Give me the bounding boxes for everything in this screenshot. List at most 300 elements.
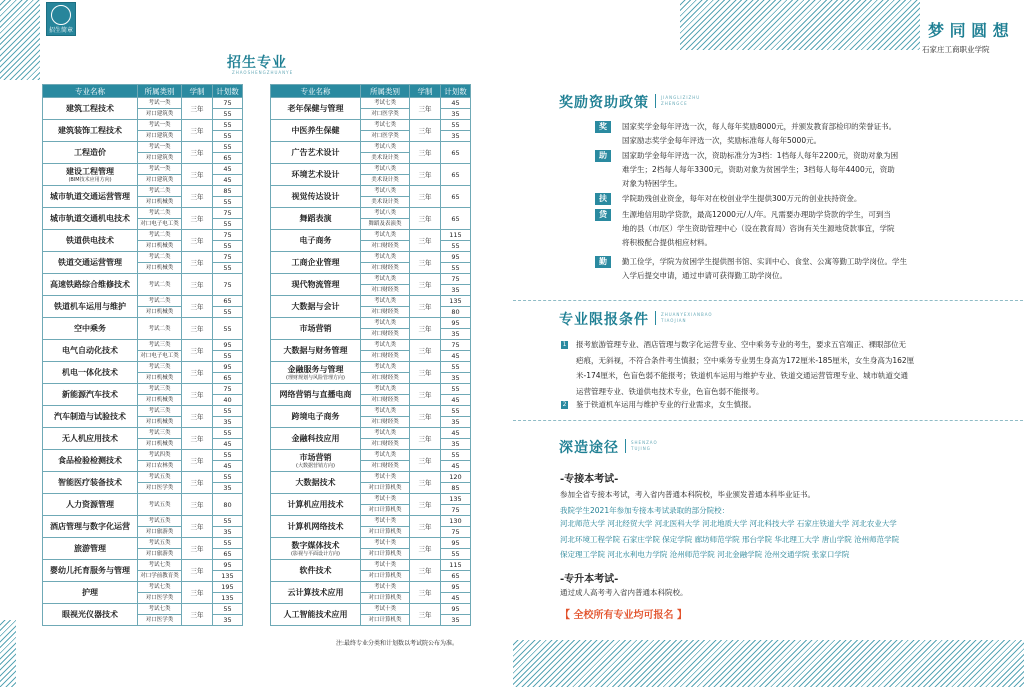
major-category: 考试七类 [138, 560, 182, 571]
major-plan: 95 [441, 604, 471, 615]
major-system: 三年 [182, 428, 213, 450]
major-category: 考试二类 [138, 252, 182, 263]
major-system: 三年 [410, 142, 441, 164]
table-row [43, 494, 243, 516]
major-category: 对口计算机类 [361, 571, 410, 582]
major-plan: 55 [441, 406, 471, 417]
major-plan: 55 [213, 197, 243, 208]
major-name: 建筑装饰工程技术 [43, 120, 138, 142]
major-plan: 75 [441, 505, 471, 516]
major-plan: 75 [213, 230, 243, 241]
major-category: 对口财经类 [361, 307, 410, 318]
major-category: 考试一类 [138, 98, 182, 109]
major-category: 对口财经类 [361, 373, 410, 384]
table-row [271, 318, 471, 329]
major-plan: 35 [213, 417, 243, 428]
table-row [271, 186, 471, 197]
major-system: 三年 [410, 494, 441, 516]
major-plan: 35 [441, 615, 471, 626]
major-note: (影视与平面设计方向) [291, 551, 340, 557]
major-name: 金融科技应用 [271, 428, 361, 450]
table-row [43, 340, 243, 351]
major-plan: 195 [213, 582, 243, 593]
text-admitted-schools-intro: 我院学生2021年参加专接本考试录取的部分院校： [560, 506, 730, 515]
major-name: 建设工程管理 (BIM技术应用方向) [43, 164, 138, 186]
text-line: 地的县（市/区）学生资助管理中心（设在教育局）咨询有关生源地贷款事宜，学院 [622, 224, 895, 233]
reward-badge-1: 奖 [595, 121, 611, 133]
major-plan: 45 [441, 593, 471, 604]
major-category: 考试三类 [138, 362, 182, 373]
text-zhuanjieben: 参加全省专接本考试，考入省内普通本科院校，毕业颁发普通本科毕业证书。 [560, 490, 815, 499]
major-plan: 55 [213, 241, 243, 252]
major-name: 眼视光仪器技术 [43, 604, 138, 626]
page-subtitle-majors: ZHAOSHENGZHUANYE [232, 70, 294, 75]
major-plan: 55 [441, 263, 471, 274]
major-category: 对口财经类 [361, 395, 410, 406]
major-system: 三年 [410, 296, 441, 318]
major-name: 汽车制造与试验技术 [43, 406, 138, 428]
major-plan: 45 [441, 461, 471, 472]
limit-number: 2 [562, 401, 567, 408]
major-category: 考试二类 [138, 208, 182, 219]
major-system: 三年 [410, 98, 441, 120]
major-plan: 55 [213, 428, 243, 439]
major-plan: 55 [213, 318, 243, 340]
table-row [43, 560, 243, 571]
major-category: 考试十类 [361, 538, 410, 549]
major-system: 三年 [182, 208, 213, 230]
major-plan: 65 [441, 164, 471, 186]
column-header: 学制 [182, 85, 213, 98]
major-system: 三年 [182, 230, 213, 252]
major-category: 考试九类 [361, 428, 410, 439]
decor-stripes-top-left [0, 0, 40, 80]
major-system: 三年 [182, 274, 213, 296]
major-plan: 75 [213, 208, 243, 219]
major-name: 人力资源管理 [43, 494, 138, 516]
major-category: 美术设计类 [361, 175, 410, 186]
major-system: 三年 [410, 362, 441, 384]
table-row [271, 164, 471, 175]
major-system: 三年 [410, 318, 441, 340]
major-category: 对口建筑类 [138, 131, 182, 142]
major-name: 无人机应用技术 [43, 428, 138, 450]
major-category: 考试三类 [138, 428, 182, 439]
divider [513, 300, 1023, 301]
major-category: 考试二类 [138, 274, 182, 296]
major-name: 数字媒体技术 (影视与平面设计方向) [271, 538, 361, 560]
major-category: 考试五类 [138, 516, 182, 527]
major-category: 对口医学类 [361, 131, 410, 142]
major-plan: 35 [213, 527, 243, 538]
major-name: 铁道供电技术 [43, 230, 138, 252]
text-line: 难学生；2档每人每年3300元，资助对象为贫困学生；3档每人每年4400元，资助 [622, 165, 895, 174]
major-category: 考试二类 [138, 296, 182, 307]
text-line: 入学后提交申请，通过申请可获得勤工助学岗位。 [622, 271, 787, 280]
major-system: 三年 [182, 186, 213, 208]
major-plan: 135 [441, 296, 471, 307]
text-line: 对象为特困学生。 [622, 179, 682, 188]
major-plan: 45 [441, 351, 471, 362]
major-plan: 35 [441, 439, 471, 450]
section-subtitle-rewards: JIANGLIZIZHU ZHENGCE [661, 95, 701, 106]
major-plan: 80 [441, 307, 471, 318]
major-category: 对口机械类 [138, 307, 182, 318]
major-plan: 75 [213, 98, 243, 109]
text-line: 国家奖学金每年评选一次，每人每年奖励8000元，并颁发教育部检印的荣誉证书。 [622, 122, 897, 131]
major-plan: 55 [441, 362, 471, 373]
section-title-divider [625, 439, 626, 453]
major-system: 三年 [182, 494, 213, 516]
column-header: 专业名称 [43, 85, 138, 98]
table-footnote: 注:最终专业分类和计划数以考试院公布为准。 [336, 640, 459, 647]
major-plan: 55 [213, 406, 243, 417]
major-plan: 45 [213, 164, 243, 175]
major-category: 对口机械类 [138, 439, 182, 450]
limit-text [576, 337, 964, 399]
major-note: (理财规划与风险管理方向) [286, 375, 345, 381]
major-system: 三年 [410, 186, 441, 208]
major-plan: 55 [441, 120, 471, 131]
table-row [271, 494, 471, 505]
table-row [271, 208, 471, 219]
major-plan: 55 [441, 450, 471, 461]
major-name: 跨境电子商务 [271, 406, 361, 428]
limit-number: 1 [562, 341, 567, 348]
table-row [271, 560, 471, 571]
table-row [271, 384, 471, 395]
major-plan: 45 [213, 439, 243, 450]
decor-stripes-bottom-right [513, 640, 1024, 687]
table-row [43, 296, 243, 307]
major-system: 三年 [410, 516, 441, 538]
major-category: 对口电子电工类 [138, 351, 182, 362]
major-plan: 35 [213, 615, 243, 626]
major-category: 对口学前教育类 [138, 571, 182, 582]
major-system: 三年 [182, 362, 213, 384]
major-category: 美术设计类 [361, 153, 410, 164]
school-line: 河北环境工程学院 石家庄学院 保定学院 廊坊师范学院 邢台学院 华北理工大学 唐山学院 沧州师范学院 [560, 534, 900, 544]
major-system: 三年 [410, 274, 441, 296]
major-category: 对口计算机类 [361, 505, 410, 516]
major-category: 对口建筑类 [138, 109, 182, 120]
major-category: 舞蹈及表演类 [361, 219, 410, 230]
major-plan: 55 [213, 307, 243, 318]
major-name: 电子商务 [271, 230, 361, 252]
table-row [271, 252, 471, 263]
major-name: 城市轨道交通机电技术 [43, 208, 138, 230]
major-category: 考试十类 [361, 472, 410, 483]
table-row [43, 406, 243, 417]
major-category: 对口建筑类 [138, 175, 182, 186]
major-plan: 75 [213, 252, 243, 263]
major-name: 工商企业管理 [271, 252, 361, 274]
table-row [271, 428, 471, 439]
major-system: 三年 [182, 538, 213, 560]
decor-stripes-bottom-left [0, 620, 16, 687]
major-name: 云计算技术应用 [271, 582, 361, 604]
major-category: 对口财经类 [361, 329, 410, 340]
major-system: 三年 [410, 538, 441, 560]
major-category: 对口机械类 [138, 241, 182, 252]
major-system: 三年 [182, 472, 213, 494]
major-name: 现代物流管理 [271, 274, 361, 296]
reward-badge-4: 贷 [595, 209, 611, 221]
major-name: 大数据与会计 [271, 296, 361, 318]
major-system: 三年 [182, 560, 213, 582]
table-row [43, 252, 243, 263]
table-row [271, 604, 471, 615]
section-subtitle-further: SHENZAO TUJING [631, 440, 658, 451]
major-system: 三年 [182, 120, 213, 142]
major-system: 三年 [410, 384, 441, 406]
table-row [43, 230, 243, 241]
page-title-majors: 招生专业 [227, 55, 287, 71]
major-name: 老年保健与管理 [271, 98, 361, 120]
table-row [43, 274, 243, 296]
table-row [43, 604, 243, 615]
major-category: 考试九类 [361, 450, 410, 461]
major-category: 考试八类 [361, 142, 410, 153]
section-title-divider [655, 311, 656, 325]
major-system: 三年 [410, 560, 441, 582]
major-system: 三年 [182, 406, 213, 428]
major-name: 新能源汽车技术 [43, 384, 138, 406]
reward-badge-3: 扶 [595, 193, 611, 205]
major-category: 考试九类 [361, 274, 410, 285]
major-plan: 135 [441, 494, 471, 505]
major-system: 三年 [182, 142, 213, 164]
major-plan: 35 [441, 329, 471, 340]
major-plan: 55 [213, 604, 243, 615]
major-category: 考试九类 [361, 406, 410, 417]
major-category: 考试二类 [138, 318, 182, 340]
major-system: 三年 [182, 296, 213, 318]
text-line: 米-174厘米，色盲色弱不能报考；铁道机车运用与维护专业、铁道交通运营管理专业、城市轨道交通 [576, 371, 909, 380]
text-line: 学院助残创业资金，每年对在校创业学生提供300万元的创业扶持资金。 [622, 194, 862, 203]
reward-badge-5: 勤 [595, 256, 611, 268]
table-row [43, 450, 243, 461]
major-system: 三年 [410, 340, 441, 362]
table-row [271, 230, 471, 241]
major-name: 旅游管理 [43, 538, 138, 560]
brand-slogan: 梦 同 圆 想 [928, 21, 1009, 40]
major-name: 食品检验检测技术 [43, 450, 138, 472]
major-name: 大数据技术 [271, 472, 361, 494]
major-category: 考试二类 [138, 186, 182, 197]
major-plan: 85 [213, 186, 243, 197]
major-plan: 35 [441, 285, 471, 296]
decor-stripes-top-right [680, 0, 920, 50]
column-header: 所属类别 [361, 85, 410, 98]
major-plan: 45 [213, 175, 243, 186]
column-header: 计划数 [441, 85, 471, 98]
table-row [271, 538, 471, 549]
major-system: 三年 [182, 604, 213, 626]
major-system: 三年 [410, 164, 441, 186]
table-row [43, 582, 243, 593]
major-category: 考试十类 [361, 582, 410, 593]
major-category: 考试一类 [138, 164, 182, 175]
major-category: 对口机械类 [138, 197, 182, 208]
section-title-further: 深造途径 [559, 440, 619, 456]
major-category: 考试十类 [361, 560, 410, 571]
major-plan: 115 [441, 560, 471, 571]
text-line: 将积极配合提供相应材料。 [622, 238, 712, 247]
major-plan: 120 [441, 472, 471, 483]
major-category: 考试五类 [138, 472, 182, 483]
major-plan: 35 [213, 483, 243, 494]
major-plan: 45 [441, 428, 471, 439]
major-plan: 55 [441, 384, 471, 395]
major-category: 对口财经类 [361, 417, 410, 428]
major-name: 智能医疗装备技术 [43, 472, 138, 494]
section-title-divider [655, 94, 656, 108]
major-category: 考试九类 [361, 362, 410, 373]
table-row [271, 582, 471, 593]
major-plan: 35 [441, 131, 471, 142]
major-category: 对口计算机类 [361, 527, 410, 538]
table-row [43, 318, 243, 340]
major-category: 考试九类 [361, 340, 410, 351]
major-category: 对口计算机类 [361, 593, 410, 604]
major-name: 计算机应用技术 [271, 494, 361, 516]
major-system: 三年 [410, 406, 441, 428]
text-line: 报考旅游管理专业、酒店管理与数字化运营专业、空中乘务专业的考生，要求五官端正、裸眼部位无 [576, 340, 906, 349]
major-category: 对口机械类 [138, 417, 182, 428]
major-plan: 95 [441, 582, 471, 593]
school-logo [46, 2, 76, 36]
major-plan: 55 [213, 219, 243, 230]
major-name: 城市轨道交通运营管理 [43, 186, 138, 208]
major-plan: 55 [213, 351, 243, 362]
call-to-action: 【 全校所有专业均可报名 】 [560, 610, 687, 621]
text-line: 疤痕，无斜视，不符合条件考生慎报；空中乘务专业男生身高为172厘米-185厘米，女生身高为162厘 [576, 355, 915, 365]
section-title-limits: 专业限报条件 [559, 312, 649, 328]
table-row [271, 516, 471, 527]
major-category: 对口电子电工类 [138, 219, 182, 230]
major-name: 酒店管理与数字化运营 [43, 516, 138, 538]
reward-text [622, 192, 962, 206]
major-category: 对口医学类 [138, 483, 182, 494]
major-category: 考试三类 [138, 406, 182, 417]
major-plan: 45 [213, 461, 243, 472]
brand-school-name: 石家庄工商职业学院 [922, 45, 990, 54]
table-row [43, 120, 243, 131]
major-note: (大数据营销方向) [296, 463, 335, 469]
major-plan: 115 [441, 230, 471, 241]
major-category: 考试八类 [361, 186, 410, 197]
reward-text [622, 208, 962, 250]
major-name: 计算机网络技术 [271, 516, 361, 538]
table-row [43, 186, 243, 197]
major-plan: 135 [213, 571, 243, 582]
major-name: 婴幼儿托育服务与管理 [43, 560, 138, 582]
major-name: 市场营销 (大数据营销方向) [271, 450, 361, 472]
major-name: 高速铁路综合维修技术 [43, 274, 138, 296]
table-row [43, 208, 243, 219]
major-name: 大数据与财务管理 [271, 340, 361, 362]
major-plan: 95 [441, 318, 471, 329]
major-system: 三年 [410, 604, 441, 626]
major-plan: 65 [213, 373, 243, 384]
major-name: 网络营销与直播电商 [271, 384, 361, 406]
major-system: 三年 [410, 428, 441, 450]
major-category: 考试八类 [361, 208, 410, 219]
major-name: 护理 [43, 582, 138, 604]
major-name: 工程造价 [43, 142, 138, 164]
text-line: 勤工俭学，学院为贫困学生提供图书馆、实训中心、食堂、公寓等勤工助学岗位。学生 [622, 257, 907, 266]
major-category: 对口计算机类 [361, 483, 410, 494]
major-category: 对口建筑类 [138, 153, 182, 164]
major-system: 三年 [410, 582, 441, 604]
major-category: 考试十类 [361, 494, 410, 505]
column-header: 专业名称 [271, 85, 361, 98]
major-category: 考试五类 [138, 538, 182, 549]
major-plan: 85 [441, 483, 471, 494]
major-category: 考试一类 [138, 120, 182, 131]
reward-text [622, 149, 962, 191]
major-system: 三年 [182, 340, 213, 362]
major-note: (BIM技术应用方向) [68, 177, 112, 183]
majors-table-2 [270, 84, 471, 626]
major-system: 三年 [182, 98, 213, 120]
limit-text [576, 397, 964, 413]
major-plan: 95 [441, 538, 471, 549]
major-plan: 45 [441, 98, 471, 109]
major-plan: 55 [213, 120, 243, 131]
major-plan: 75 [213, 384, 243, 395]
table-row [271, 406, 471, 417]
major-category: 考试一类 [138, 142, 182, 153]
heading-zhuanjieben: -专接本考试- [560, 474, 619, 485]
table-row [43, 384, 243, 395]
major-system: 三年 [410, 120, 441, 142]
section-subtitle-limits: ZHUANYEXIANBAO TIAOJIAN [661, 312, 713, 323]
major-plan: 40 [213, 395, 243, 406]
major-plan: 95 [213, 362, 243, 373]
major-plan: 65 [213, 296, 243, 307]
major-plan: 95 [441, 252, 471, 263]
major-plan: 135 [213, 593, 243, 604]
major-category: 考试九类 [361, 384, 410, 395]
section-title-rewards: 奖励资助政策 [559, 95, 649, 111]
major-category: 考试七类 [361, 120, 410, 131]
major-category: 对口计算机类 [361, 615, 410, 626]
table-row [43, 142, 243, 153]
table-row [43, 516, 243, 527]
major-category: 对口财经类 [361, 285, 410, 296]
major-name: 软件技术 [271, 560, 361, 582]
table-row [271, 296, 471, 307]
major-name: 广告艺术设计 [271, 142, 361, 164]
major-category: 对口机械类 [138, 373, 182, 384]
major-plan: 130 [441, 516, 471, 527]
major-system: 三年 [182, 516, 213, 538]
school-line: 保定理工学院 河北水利电力学院 沧州师范学院 河北金融学院 沧州交通学院 张家口学院 [560, 550, 850, 559]
reward-text [622, 120, 962, 148]
major-category: 考试八类 [361, 164, 410, 175]
major-system: 三年 [410, 252, 441, 274]
table-row [271, 98, 471, 109]
text-line: 国家励志奖学金每年评选一次，奖励标准每人每年5000元。 [622, 136, 822, 145]
major-plan: 95 [213, 340, 243, 351]
major-name: 舞蹈表演 [271, 208, 361, 230]
major-name: 空中乘务 [43, 318, 138, 340]
major-system: 三年 [182, 450, 213, 472]
major-name: 机电一体化技术 [43, 362, 138, 384]
major-category: 考试九类 [361, 296, 410, 307]
